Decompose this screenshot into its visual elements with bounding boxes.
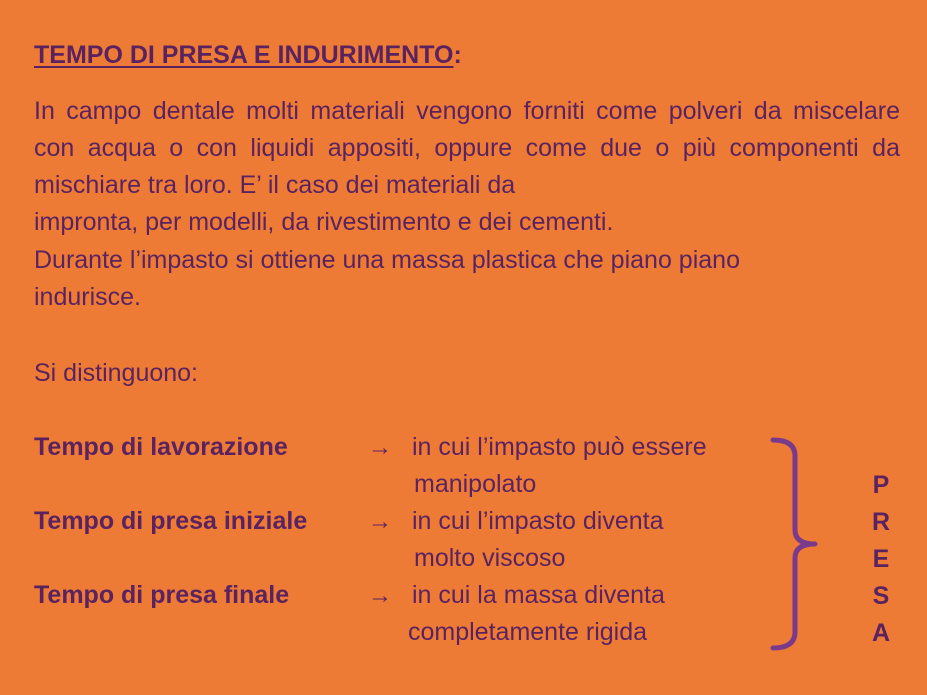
- working-time-description-cont: manipolato: [414, 470, 537, 498]
- mixing-paragraph: [34, 242, 900, 316]
- presa-letter: A: [871, 619, 891, 647]
- mixing-paragraph-body: Durante l’impasto si ottiene una massa plastica che piano piano: [34, 246, 740, 274]
- term-working-time: Tempo di lavorazione: [34, 433, 288, 461]
- intro-paragraph: [34, 93, 900, 241]
- presa-letter: R: [871, 508, 891, 536]
- presa-letter: S: [872, 582, 890, 610]
- presa-letter: P: [872, 471, 890, 499]
- slide-title: [34, 40, 462, 70]
- distinguish-intro: Si distinguono:: [34, 359, 199, 387]
- mixing-paragraph-last-line: indurisce.: [34, 283, 141, 311]
- curly-brace-icon: [765, 434, 825, 654]
- slide-title-colon: :: [453, 41, 462, 69]
- arrow-icon: →: [368, 582, 392, 609]
- arrow-icon: →: [368, 508, 392, 535]
- term-initial-setting-time: Tempo di presa iniziale: [34, 507, 308, 535]
- slide-title-text: TEMPO DI PRESA E INDURIMENTO: [34, 41, 454, 69]
- final-setting-description-cont: completamente rigida: [408, 618, 648, 646]
- initial-setting-description: in cui l’impasto diventa: [412, 507, 664, 535]
- working-time-description: in cui l’impasto può essere: [412, 433, 707, 461]
- initial-setting-description-cont: molto viscoso: [414, 544, 566, 572]
- presa-letter: E: [872, 545, 890, 573]
- final-setting-description: in cui la massa diventa: [412, 581, 665, 609]
- arrow-icon: →: [368, 434, 392, 461]
- term-final-setting-time: Tempo di presa finale: [34, 581, 290, 609]
- intro-paragraph-last-line: impronta, per modelli, da rivestimento e dei cementi.: [34, 208, 614, 236]
- intro-paragraph-body: In campo dentale molti materiali vengono forniti come polveri da miscelare con acqua o con liquidi appositi, oppure come due o più componenti da mischiare tra loro. E’ il caso dei materiali da: [34, 97, 900, 199]
- presa-vertical-label: [866, 467, 896, 652]
